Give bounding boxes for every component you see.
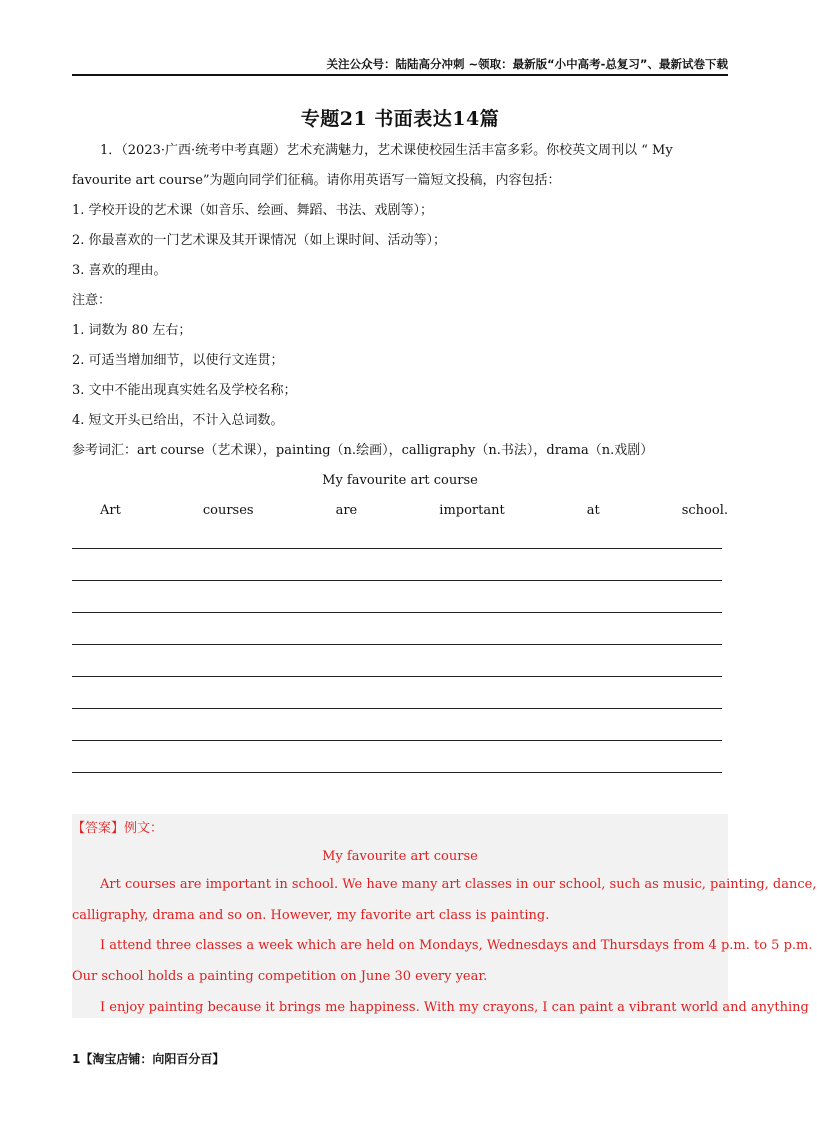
answer-line: Our school holds a painting competition on June 30 every year. [72, 969, 488, 984]
note-item-4: 4. 短文开头已给出，不计入总词数。 [72, 413, 284, 428]
content-item-3: 3. 喜欢的理由。 [72, 263, 167, 278]
writing-line[interactable] [72, 740, 722, 741]
essay-starter-sentence [100, 496, 728, 526]
page-footer: 1【淘宝店铺：向阳百分百】 [72, 1052, 225, 1066]
starter-word: school. [681, 503, 728, 518]
starter-word: at [586, 503, 600, 518]
writing-line[interactable] [72, 548, 722, 549]
document-title: 专题21 书面表达14篇 [300, 108, 500, 130]
writing-line[interactable] [72, 772, 722, 773]
starter-word: are [335, 503, 358, 518]
content-item-2: 2. 你最喜欢的一门艺术课及其开课情况（如上课时间、活动等）； [72, 233, 447, 248]
note-item-2: 2. 可适当增加细节，以使行文连贯； [72, 353, 284, 368]
header-text: 关注公众号：陆陆高分冲刺 ~领取：最新版“小中高考-总复习”、最新试卷下载 [326, 57, 728, 71]
note-item-1: 1. 词数为 80 左右； [72, 323, 192, 338]
starter-word: Art [100, 503, 121, 518]
starter-word: important [439, 503, 505, 518]
answer-line: calligraphy, drama and so on. However, my favorite art class is painting. [72, 908, 550, 923]
vocabulary-hint: 参考词汇：art course（艺术课），painting（n.绘画），calligraphy（n.书法），drama（n.戏剧） [72, 443, 654, 458]
content-item-1: 1. 学校开设的艺术课（如音乐、绘画、舞蹈、书法、戏剧等）； [72, 203, 434, 218]
writing-line[interactable] [72, 612, 722, 613]
answer-label: 【答案】例文： [72, 821, 164, 836]
essay-title: My favourite art course [322, 473, 478, 488]
writing-line[interactable] [72, 708, 722, 709]
question-intro-line-2: favourite art course”为题向同学们征稿。请你用英语写一篇短文投稿，内容包括： [72, 173, 561, 188]
answer-line: I attend three classes a week which are held on Mondays, Wednesdays and Thursdays from 4 p.m. to 5 p.m. [100, 938, 813, 953]
question-intro-line-1: 1．（2023·广西·统考中考真题）艺术充满魅力，艺术课使校园生活丰富多彩。你校英文周刊以 “ My [100, 143, 673, 158]
writing-line[interactable] [72, 644, 722, 645]
answer-line: I enjoy painting because it brings me happiness. With my crayons, I can paint a vibrant world and anything [100, 1000, 809, 1015]
answer-essay-title: My favourite art course [322, 849, 478, 864]
page-header [72, 52, 728, 76]
note-item-3: 3. 文中不能出现真实姓名及学校名称； [72, 383, 297, 398]
writing-line[interactable] [72, 676, 722, 677]
starter-word: courses [202, 503, 254, 518]
answer-line: Art courses are important in school. We have many art classes in our school, such as music, painting, dance, [100, 877, 817, 892]
notes-label: 注意： [72, 293, 112, 308]
writing-line[interactable] [72, 580, 722, 581]
